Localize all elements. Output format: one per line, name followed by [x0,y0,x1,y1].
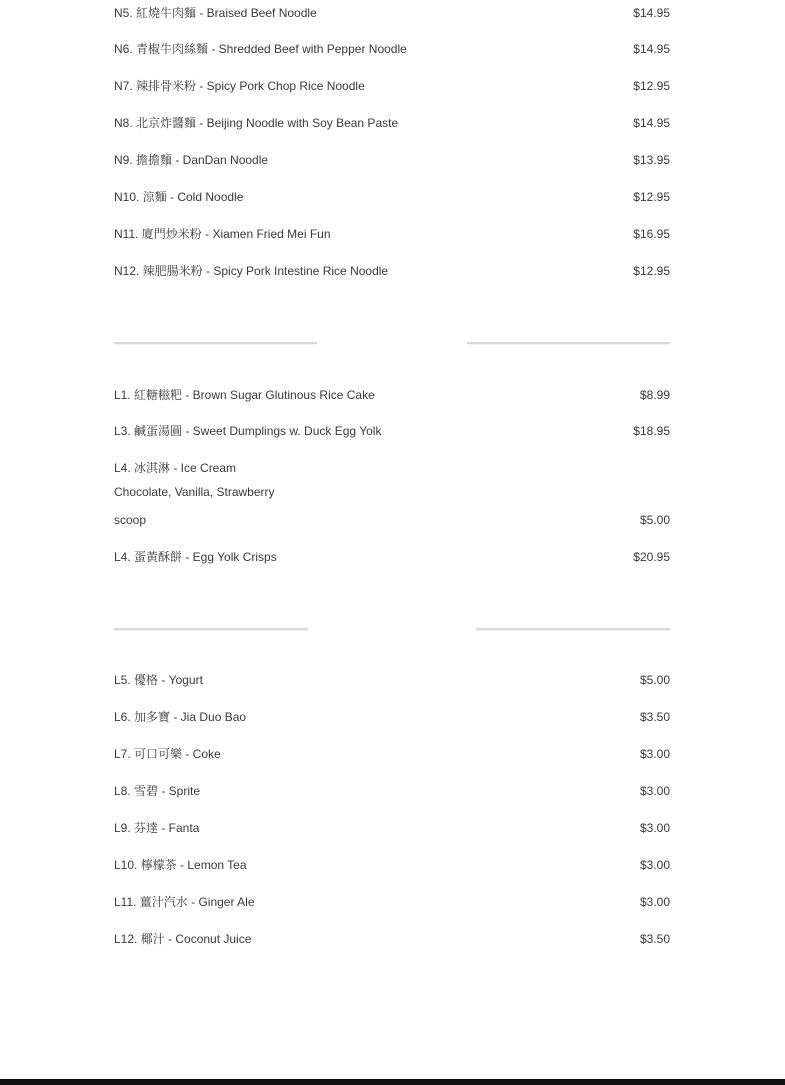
item-name: N12. 辣肥腸米粉 - Spicy Pork Intestine Rice Noodle [114,264,389,278]
menu-item [114,264,670,278]
item-price: $16.95 [633,227,670,241]
item-name: L9. 芬達 - Fanta [114,821,200,835]
menu-item [114,461,670,475]
item-name: L1. 紅糖糍粑 - Brown Sugar Glutinous Rice Cake [114,388,375,402]
item-price: $8.99 [639,388,670,402]
item-price: $3.00 [639,821,670,835]
section-divider-left [114,342,317,345]
section-divider-right [467,342,670,345]
item-name: L10. 檸檬茶 - Lemon Tea [114,858,247,872]
item-price: $3.50 [639,710,670,724]
item-name: L8. 雪碧 - Sprite [114,784,201,798]
item-price: $3.50 [639,932,670,946]
menu-item [114,932,670,946]
menu-item [114,550,670,564]
footer-bar [0,1079,785,1085]
menu-item [114,42,670,56]
menu-item [114,821,670,835]
item-description: Chocolate, Vanilla, Strawberry [114,485,275,499]
item-price: $3.00 [639,895,670,909]
item-name: L12. 椰汁 - Coconut Juice [114,932,252,946]
item-price: $12.95 [633,264,670,278]
menu-item [114,190,670,204]
item-name: L3. 鹹蛋湯圓 - Sweet Dumplings w. Duck Egg Yolk [114,424,382,438]
item-name: L6. 加多寶 - Jia Duo Bao [114,710,247,724]
item-price: $14.95 [633,116,670,130]
item-name: N8. 北京炸醬麵 - Beijing Noodle with Soy Bean Paste [114,116,399,130]
menu-item [114,388,670,402]
menu-item [114,895,670,909]
item-name: N5. 紅燒牛肉麵 - Braised Beef Noodle [114,6,317,20]
menu-item [114,710,670,724]
item-name: N10. 涼麵 - Cold Noodle [114,190,244,204]
item-price: $12.95 [633,79,670,93]
item-name: N6. 青椒牛肉絲麵 - Shredded Beef with Pepper Noodle [114,42,407,56]
menu-item [114,153,670,167]
item-name: L4. 冰淇淋 - Ice Cream [114,461,237,475]
menu-item [114,858,670,872]
item-name: L4. 蛋黃酥餅 - Egg Yolk Crisps [114,550,277,564]
item-price: $20.95 [633,550,670,564]
item-price: $3.00 [639,747,670,761]
item-name: L11. 薑汁汽水 - Ginger Ale [114,895,255,909]
menu-item [114,784,670,798]
menu-item-option [114,513,670,527]
section-divider-right [476,628,670,631]
menu-item [114,424,670,438]
item-price: $12.95 [633,190,670,204]
menu-item [114,116,670,130]
option-price: $5.00 [639,513,670,527]
item-price: $13.95 [633,153,670,167]
section-divider-left [114,628,308,631]
menu-item [114,673,670,687]
menu-item [114,747,670,761]
menu-item [114,6,670,20]
item-price: $5.00 [639,673,670,687]
item-name: L7. 可口可樂 - Coke [114,747,221,761]
item-name: N9. 擔擔麵 - DanDan Noodle [114,153,269,167]
item-price: $3.00 [639,858,670,872]
item-price: $14.95 [633,6,670,20]
item-price: $14.95 [633,42,670,56]
item-price: $3.00 [639,784,670,798]
menu-item [114,227,670,241]
item-name: N7. 辣排骨米粉 - Spicy Pork Chop Rice Noodle [114,79,365,93]
item-price: $18.95 [633,424,670,438]
item-name: L5. 優格 - Yogurt [114,673,203,687]
option-name: scoop [114,513,147,527]
menu-item [114,79,670,93]
item-name: N11. 廈門炒米粉 - Xiamen Fried Mei Fun [114,227,331,241]
